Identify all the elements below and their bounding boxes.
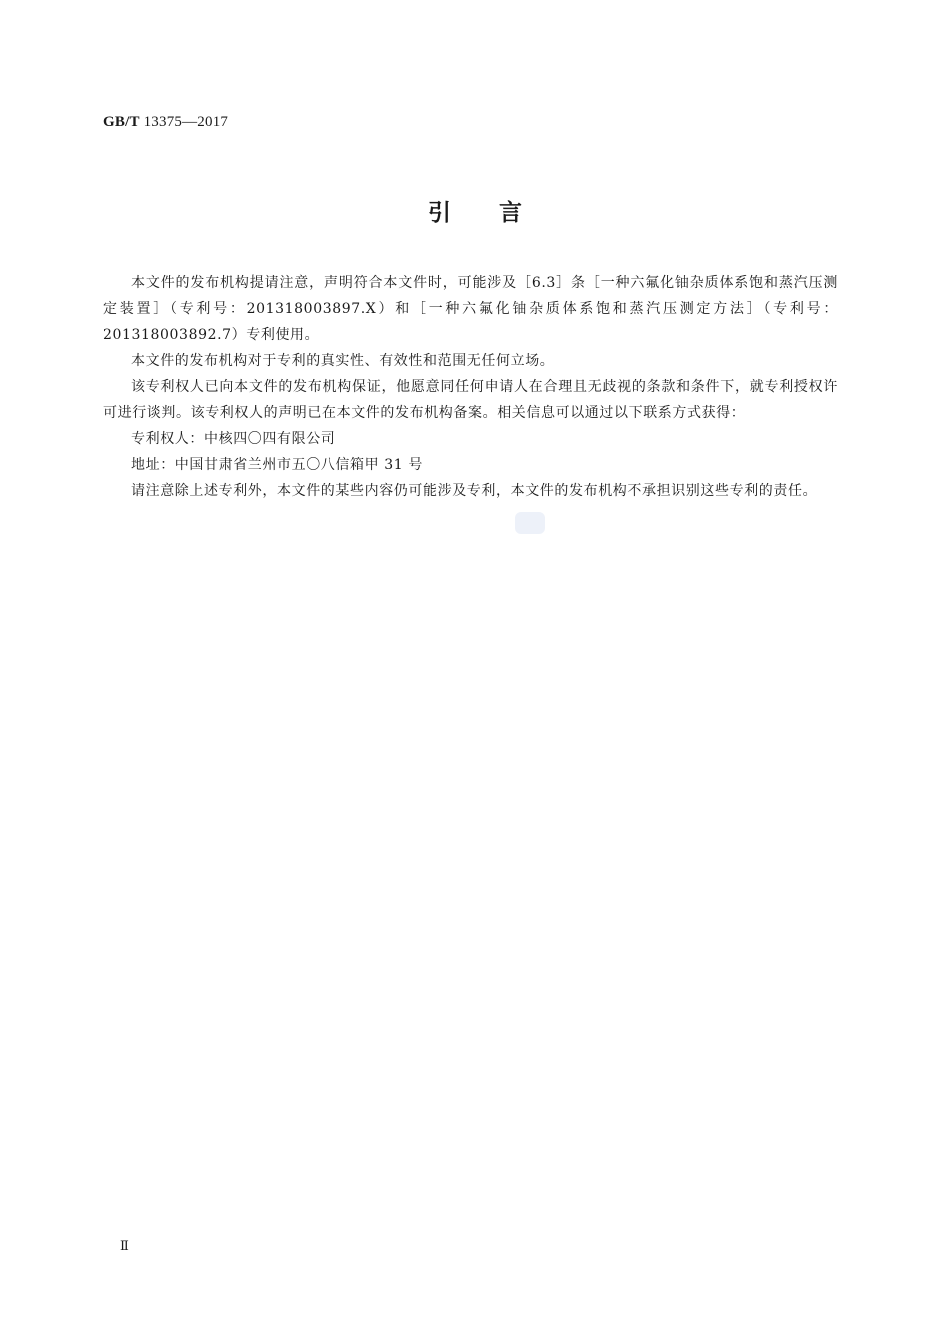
standard-code bbox=[103, 114, 228, 131]
watermark-logo bbox=[515, 512, 545, 534]
paragraph-patent-notice: 本文件的发布机构提请注意，声明符合本文件时，可能涉及［6.3］条［一种六氟化铀杂质体系饱和蒸汽压测定装置］（专利号：201318003897.X）和［一种六氟化铀杂质体系饱和蒸汽压测定方法］（专利号：201318003892.7）专利使用。 bbox=[103, 275, 838, 343]
document-body bbox=[103, 270, 838, 504]
paragraph-address: 地址：中国甘肃省兰州市五〇八信箱甲 31 号 bbox=[131, 457, 423, 473]
page-title: 引言 bbox=[428, 200, 570, 226]
paragraph-patent-holder: 专利权人：中核四〇四有限公司 bbox=[131, 431, 336, 447]
paragraph-licensing: 该专利权人已向本文件的发布机构保证，他愿意同任何申请人在合理且无歧视的条款和条件下，就专利授权许可进行谈判。该专利权人的声明已在本文件的发布机构备案。相关信息可以通过以下联系方式获得： bbox=[103, 379, 838, 421]
standard-prefix: GB/T bbox=[103, 114, 140, 130]
page-number: Ⅱ bbox=[120, 1238, 129, 1253]
paragraph-disclaimer: 请注意除上述专利外，本文件的某些内容仍可能涉及专利，本文件的发布机构不承担识别这些专利的责任。 bbox=[131, 483, 818, 499]
standard-number: 13375—2017 bbox=[143, 114, 229, 130]
paragraph-position: 本文件的发布机构对于专利的真实性、有效性和范围无任何立场。 bbox=[131, 353, 555, 369]
